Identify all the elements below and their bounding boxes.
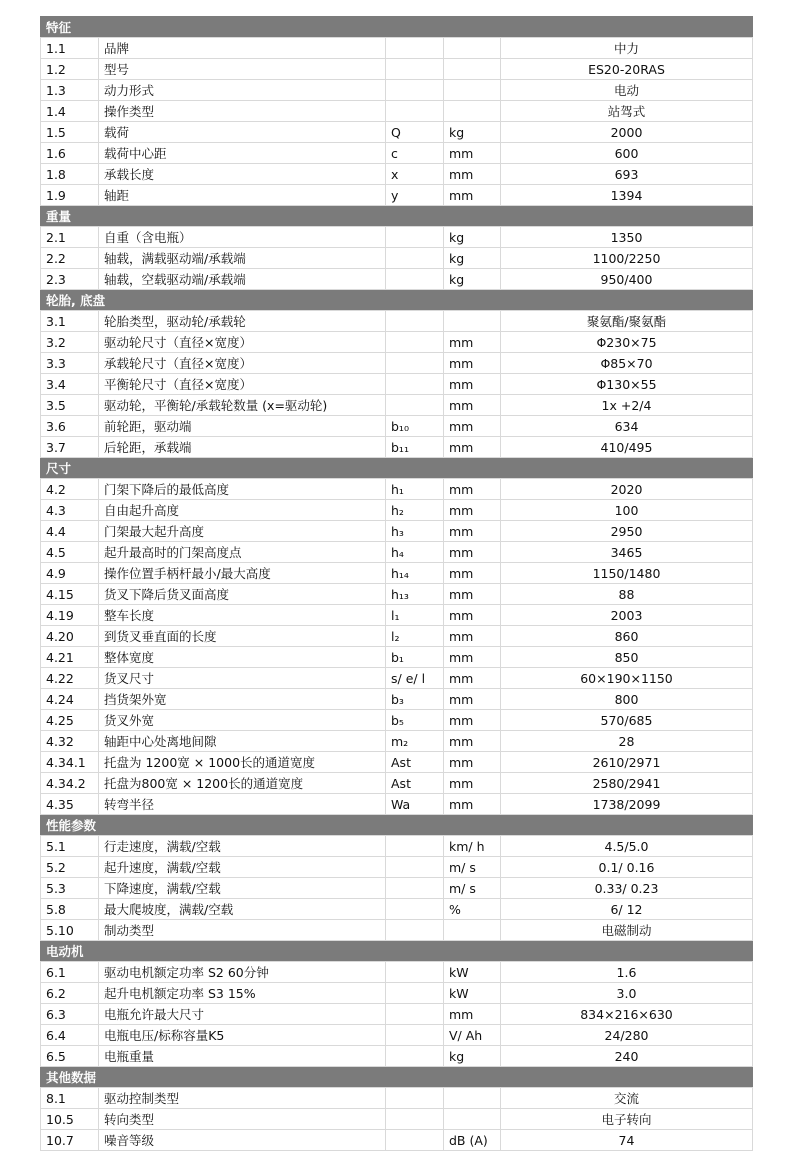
cell-unit: mm — [444, 185, 501, 206]
cell-code: 1.1 — [41, 38, 99, 59]
cell-unit: mm — [444, 374, 501, 395]
cell-symbol — [386, 80, 444, 101]
cell-code: 4.35 — [41, 794, 99, 815]
cell-unit — [444, 311, 501, 332]
cell-unit: kg — [444, 269, 501, 290]
cell-code: 1.6 — [41, 143, 99, 164]
cell-name: 驱动轮，平衡轮/承载轮数量 (x=驱动轮) — [99, 395, 386, 416]
cell-value: 电子转向 — [501, 1109, 753, 1130]
cell-value: 1150/1480 — [501, 563, 753, 584]
cell-code: 3.4 — [41, 374, 99, 395]
cell-value: 电磁制动 — [501, 920, 753, 941]
cell-symbol: l₁ — [386, 605, 444, 626]
table-row — [41, 983, 753, 1004]
cell-code: 6.5 — [41, 1046, 99, 1067]
table-row — [41, 542, 753, 563]
cell-name: 电瓶重量 — [99, 1046, 386, 1067]
cell-unit: mm — [444, 689, 501, 710]
cell-name: 自重（含电瓶） — [99, 227, 386, 248]
table-row — [41, 185, 753, 206]
cell-symbol — [386, 857, 444, 878]
cell-code: 4.32 — [41, 731, 99, 752]
section-row — [41, 206, 753, 227]
cell-unit: mm — [444, 332, 501, 353]
table-row — [41, 1046, 753, 1067]
cell-unit: mm — [444, 584, 501, 605]
cell-name: 承载轮尺寸（直径×宽度） — [99, 353, 386, 374]
cell-value: 24/280 — [501, 1025, 753, 1046]
cell-unit — [444, 80, 501, 101]
cell-code: 4.5 — [41, 542, 99, 563]
cell-name: 平衡轮尺寸（直径×宽度） — [99, 374, 386, 395]
cell-name: 承载长度 — [99, 164, 386, 185]
cell-symbol — [386, 899, 444, 920]
cell-value: 0.33/ 0.23 — [501, 878, 753, 899]
cell-name: 动力形式 — [99, 80, 386, 101]
cell-name: 起升速度，满载/空载 — [99, 857, 386, 878]
cell-code: 6.2 — [41, 983, 99, 1004]
cell-unit — [444, 1088, 501, 1109]
cell-value: 74 — [501, 1130, 753, 1151]
cell-symbol: Q — [386, 122, 444, 143]
cell-symbol — [386, 1088, 444, 1109]
cell-symbol — [386, 59, 444, 80]
table-row — [41, 227, 753, 248]
table-row — [41, 710, 753, 731]
table-row — [41, 500, 753, 521]
cell-unit: m/ s — [444, 878, 501, 899]
table-row — [41, 1004, 753, 1025]
cell-name: 托盘为 1200宽 × 1000长的通道宽度 — [99, 752, 386, 773]
cell-code: 6.3 — [41, 1004, 99, 1025]
table-row — [41, 689, 753, 710]
cell-value: 站驾式 — [501, 101, 753, 122]
cell-unit — [444, 38, 501, 59]
cell-symbol: x — [386, 164, 444, 185]
cell-value: 聚氨酯/聚氨酯 — [501, 311, 753, 332]
table-row — [41, 353, 753, 374]
cell-name: 整体宽度 — [99, 647, 386, 668]
cell-symbol: b₁ — [386, 647, 444, 668]
section-header: 轮胎, 底盘 — [41, 290, 753, 311]
cell-code: 1.9 — [41, 185, 99, 206]
table-row — [41, 668, 753, 689]
cell-code: 6.4 — [41, 1025, 99, 1046]
cell-symbol: h₂ — [386, 500, 444, 521]
cell-code: 4.19 — [41, 605, 99, 626]
table-row — [41, 794, 753, 815]
cell-code: 3.7 — [41, 437, 99, 458]
cell-symbol — [386, 1004, 444, 1025]
cell-code: 1.4 — [41, 101, 99, 122]
cell-unit: kW — [444, 962, 501, 983]
cell-symbol — [386, 920, 444, 941]
cell-value: 800 — [501, 689, 753, 710]
cell-unit: kg — [444, 1046, 501, 1067]
cell-name: 转弯半径 — [99, 794, 386, 815]
cell-symbol: h₁₃ — [386, 584, 444, 605]
cell-code: 3.6 — [41, 416, 99, 437]
section-header: 尺寸 — [41, 458, 753, 479]
cell-name: 门架下降后的最低高度 — [99, 479, 386, 500]
cell-name: 驱动轮尺寸（直径×宽度） — [99, 332, 386, 353]
cell-value: 850 — [501, 647, 753, 668]
cell-code: 3.2 — [41, 332, 99, 353]
cell-symbol — [386, 962, 444, 983]
table-row — [41, 626, 753, 647]
cell-name: 货叉外宽 — [99, 710, 386, 731]
cell-symbol — [386, 374, 444, 395]
cell-name: 门架最大起升高度 — [99, 521, 386, 542]
cell-value: 1x +2/4 — [501, 395, 753, 416]
cell-name: 货叉下降后货叉面高度 — [99, 584, 386, 605]
table-row — [41, 1088, 753, 1109]
cell-value: 1394 — [501, 185, 753, 206]
table-row — [41, 416, 753, 437]
cell-name: 行走速度，满载/空载 — [99, 836, 386, 857]
cell-name: 品牌 — [99, 38, 386, 59]
cell-name: 起升电机额定功率 S3 15% — [99, 983, 386, 1004]
cell-symbol: s/ e/ l — [386, 668, 444, 689]
cell-value: 2003 — [501, 605, 753, 626]
cell-symbol — [386, 1025, 444, 1046]
table-row — [41, 563, 753, 584]
cell-code: 5.2 — [41, 857, 99, 878]
section-row — [41, 941, 753, 962]
cell-unit: mm — [444, 353, 501, 374]
table-row — [41, 248, 753, 269]
section-header: 特征 — [41, 17, 753, 38]
table-row — [41, 311, 753, 332]
cell-code: 5.3 — [41, 878, 99, 899]
cell-name: 电瓶允许最大尺寸 — [99, 1004, 386, 1025]
cell-name: 电瓶电压/标称容量K5 — [99, 1025, 386, 1046]
section-header: 重量 — [41, 206, 753, 227]
cell-value: 3.0 — [501, 983, 753, 1004]
table-row — [41, 80, 753, 101]
table-row — [41, 332, 753, 353]
cell-symbol: h₁₄ — [386, 563, 444, 584]
cell-unit: mm — [444, 752, 501, 773]
table-row — [41, 605, 753, 626]
table-row — [41, 647, 753, 668]
cell-symbol — [386, 269, 444, 290]
section-header: 其他数据 — [41, 1067, 753, 1088]
cell-unit: mm — [444, 143, 501, 164]
table-row — [41, 269, 753, 290]
cell-value: 570/685 — [501, 710, 753, 731]
cell-code: 4.34.2 — [41, 773, 99, 794]
cell-code: 1.2 — [41, 59, 99, 80]
cell-unit: mm — [444, 542, 501, 563]
cell-code: 4.20 — [41, 626, 99, 647]
cell-symbol — [386, 1130, 444, 1151]
section-row — [41, 1067, 753, 1088]
cell-symbol: b₅ — [386, 710, 444, 731]
cell-value: 2610/2971 — [501, 752, 753, 773]
cell-value: 电动 — [501, 80, 753, 101]
cell-value: 1.6 — [501, 962, 753, 983]
table-row — [41, 962, 753, 983]
cell-name: 货叉尺寸 — [99, 668, 386, 689]
table-row — [41, 731, 753, 752]
cell-value: 60×190×1150 — [501, 668, 753, 689]
table-row — [41, 143, 753, 164]
cell-symbol: Ast — [386, 752, 444, 773]
cell-unit: mm — [444, 563, 501, 584]
cell-name: 轴距 — [99, 185, 386, 206]
cell-symbol — [386, 1046, 444, 1067]
cell-symbol: h₁ — [386, 479, 444, 500]
section-header: 性能参数 — [41, 815, 753, 836]
cell-symbol — [386, 878, 444, 899]
cell-name: 制动类型 — [99, 920, 386, 941]
cell-code: 6.1 — [41, 962, 99, 983]
cell-name: 到货叉垂直面的长度 — [99, 626, 386, 647]
cell-symbol: Wa — [386, 794, 444, 815]
cell-unit: mm — [444, 500, 501, 521]
table-row — [41, 752, 753, 773]
cell-symbol — [386, 836, 444, 857]
cell-code: 2.1 — [41, 227, 99, 248]
section-row — [41, 458, 753, 479]
cell-symbol: m₂ — [386, 731, 444, 752]
cell-name: 整车长度 — [99, 605, 386, 626]
cell-symbol: c — [386, 143, 444, 164]
cell-unit: m/ s — [444, 857, 501, 878]
cell-name: 挡货架外宽 — [99, 689, 386, 710]
cell-name: 轴载，满载驱动端/承载端 — [99, 248, 386, 269]
table-row — [41, 437, 753, 458]
cell-value: Φ85×70 — [501, 353, 753, 374]
cell-value: Φ230×75 — [501, 332, 753, 353]
table-row — [41, 521, 753, 542]
cell-value: 交流 — [501, 1088, 753, 1109]
cell-name: 后轮距，承载端 — [99, 437, 386, 458]
cell-value: 2020 — [501, 479, 753, 500]
cell-value: 240 — [501, 1046, 753, 1067]
cell-name: 载荷中心距 — [99, 143, 386, 164]
cell-unit: mm — [444, 773, 501, 794]
cell-unit: kg — [444, 227, 501, 248]
cell-unit: mm — [444, 437, 501, 458]
table-row — [41, 374, 753, 395]
cell-value: 28 — [501, 731, 753, 752]
cell-name: 下降速度，满载/空载 — [99, 878, 386, 899]
cell-value: 88 — [501, 584, 753, 605]
cell-value: 600 — [501, 143, 753, 164]
section-row — [41, 17, 753, 38]
cell-symbol: b₃ — [386, 689, 444, 710]
cell-value: 860 — [501, 626, 753, 647]
cell-name: 型号 — [99, 59, 386, 80]
cell-unit: mm — [444, 479, 501, 500]
spec-table-body — [41, 17, 753, 1151]
cell-code: 4.2 — [41, 479, 99, 500]
cell-name: 轴载，空载驱动端/承载端 — [99, 269, 386, 290]
cell-value: 3465 — [501, 542, 753, 563]
cell-unit: mm — [444, 416, 501, 437]
cell-code: 1.3 — [41, 80, 99, 101]
cell-code: 4.34.1 — [41, 752, 99, 773]
cell-code: 4.24 — [41, 689, 99, 710]
cell-unit: kg — [444, 248, 501, 269]
cell-value: 2580/2941 — [501, 773, 753, 794]
cell-value: 634 — [501, 416, 753, 437]
cell-code: 4.9 — [41, 563, 99, 584]
cell-symbol — [386, 1109, 444, 1130]
table-row — [41, 878, 753, 899]
cell-unit: dB (A) — [444, 1130, 501, 1151]
cell-name: 最大爬坡度，满载/空载 — [99, 899, 386, 920]
table-row — [41, 899, 753, 920]
cell-value: 1350 — [501, 227, 753, 248]
cell-code: 5.1 — [41, 836, 99, 857]
cell-value: 2950 — [501, 521, 753, 542]
table-row — [41, 479, 753, 500]
cell-unit — [444, 101, 501, 122]
cell-unit: mm — [444, 605, 501, 626]
spec-table — [40, 16, 753, 1151]
cell-value: 410/495 — [501, 437, 753, 458]
table-row — [41, 164, 753, 185]
cell-unit: mm — [444, 1004, 501, 1025]
cell-symbol: h₃ — [386, 521, 444, 542]
table-row — [41, 857, 753, 878]
cell-value: 4.5/5.0 — [501, 836, 753, 857]
cell-symbol — [386, 248, 444, 269]
cell-symbol: l₂ — [386, 626, 444, 647]
cell-unit: mm — [444, 395, 501, 416]
cell-unit — [444, 1109, 501, 1130]
cell-value: 6/ 12 — [501, 899, 753, 920]
table-row — [41, 122, 753, 143]
cell-unit: mm — [444, 647, 501, 668]
table-row — [41, 59, 753, 80]
cell-code: 10.5 — [41, 1109, 99, 1130]
cell-unit: km/ h — [444, 836, 501, 857]
cell-unit: mm — [444, 794, 501, 815]
cell-name: 驱动电机额定功率 S2 60分钟 — [99, 962, 386, 983]
cell-unit: mm — [444, 668, 501, 689]
cell-unit: kW — [444, 983, 501, 1004]
cell-value: 834×216×630 — [501, 1004, 753, 1025]
table-row — [41, 101, 753, 122]
cell-code: 2.2 — [41, 248, 99, 269]
cell-symbol — [386, 101, 444, 122]
cell-symbol: b₁₁ — [386, 437, 444, 458]
cell-name: 操作位置手柄杆最小/最大高度 — [99, 563, 386, 584]
cell-code: 2.3 — [41, 269, 99, 290]
cell-value: 2000 — [501, 122, 753, 143]
cell-symbol — [386, 353, 444, 374]
cell-code: 10.7 — [41, 1130, 99, 1151]
cell-code: 4.4 — [41, 521, 99, 542]
cell-code: 3.3 — [41, 353, 99, 374]
cell-unit: % — [444, 899, 501, 920]
cell-name: 轮胎类型，驱动轮/承载轮 — [99, 311, 386, 332]
table-row — [41, 773, 753, 794]
cell-symbol: b₁₀ — [386, 416, 444, 437]
cell-value: 1100/2250 — [501, 248, 753, 269]
table-row — [41, 584, 753, 605]
cell-code: 4.25 — [41, 710, 99, 731]
cell-value: 100 — [501, 500, 753, 521]
cell-symbol — [386, 332, 444, 353]
cell-code: 1.8 — [41, 164, 99, 185]
cell-unit: kg — [444, 122, 501, 143]
cell-value: 0.1/ 0.16 — [501, 857, 753, 878]
cell-name: 托盘为800宽 × 1200长的通道宽度 — [99, 773, 386, 794]
cell-symbol — [386, 227, 444, 248]
cell-symbol: h₄ — [386, 542, 444, 563]
cell-unit: mm — [444, 164, 501, 185]
cell-symbol — [386, 395, 444, 416]
cell-code: 3.5 — [41, 395, 99, 416]
cell-code: 5.10 — [41, 920, 99, 941]
cell-unit: mm — [444, 710, 501, 731]
cell-symbol: y — [386, 185, 444, 206]
cell-value: 693 — [501, 164, 753, 185]
table-row — [41, 1025, 753, 1046]
cell-name: 起升最高时的门架高度点 — [99, 542, 386, 563]
cell-name: 噪音等级 — [99, 1130, 386, 1151]
table-row — [41, 38, 753, 59]
cell-code: 4.22 — [41, 668, 99, 689]
cell-name: 驱动控制类型 — [99, 1088, 386, 1109]
cell-name: 前轮距，驱动端 — [99, 416, 386, 437]
cell-unit: mm — [444, 521, 501, 542]
cell-code: 5.8 — [41, 899, 99, 920]
cell-unit — [444, 59, 501, 80]
cell-value: 950/400 — [501, 269, 753, 290]
cell-value: 1738/2099 — [501, 794, 753, 815]
cell-value: 中力 — [501, 38, 753, 59]
table-row — [41, 836, 753, 857]
cell-code: 4.15 — [41, 584, 99, 605]
section-row — [41, 290, 753, 311]
cell-unit: mm — [444, 731, 501, 752]
cell-code: 3.1 — [41, 311, 99, 332]
cell-code: 4.21 — [41, 647, 99, 668]
cell-value: ES20-20RAS — [501, 59, 753, 80]
cell-code: 8.1 — [41, 1088, 99, 1109]
cell-name: 自由起升高度 — [99, 500, 386, 521]
cell-unit — [444, 920, 501, 941]
cell-unit: mm — [444, 626, 501, 647]
cell-unit: V/ Ah — [444, 1025, 501, 1046]
cell-code: 4.3 — [41, 500, 99, 521]
cell-code: 1.5 — [41, 122, 99, 143]
table-row — [41, 1109, 753, 1130]
cell-value: Φ130×55 — [501, 374, 753, 395]
cell-name: 转向类型 — [99, 1109, 386, 1130]
table-row — [41, 395, 753, 416]
cell-symbol — [386, 311, 444, 332]
cell-name: 操作类型 — [99, 101, 386, 122]
cell-symbol: Ast — [386, 773, 444, 794]
section-row — [41, 815, 753, 836]
cell-name: 轴距中心处离地间隙 — [99, 731, 386, 752]
section-header: 电动机 — [41, 941, 753, 962]
table-row — [41, 920, 753, 941]
table-row — [41, 1130, 753, 1151]
cell-symbol — [386, 38, 444, 59]
cell-symbol — [386, 983, 444, 1004]
cell-name: 载荷 — [99, 122, 386, 143]
